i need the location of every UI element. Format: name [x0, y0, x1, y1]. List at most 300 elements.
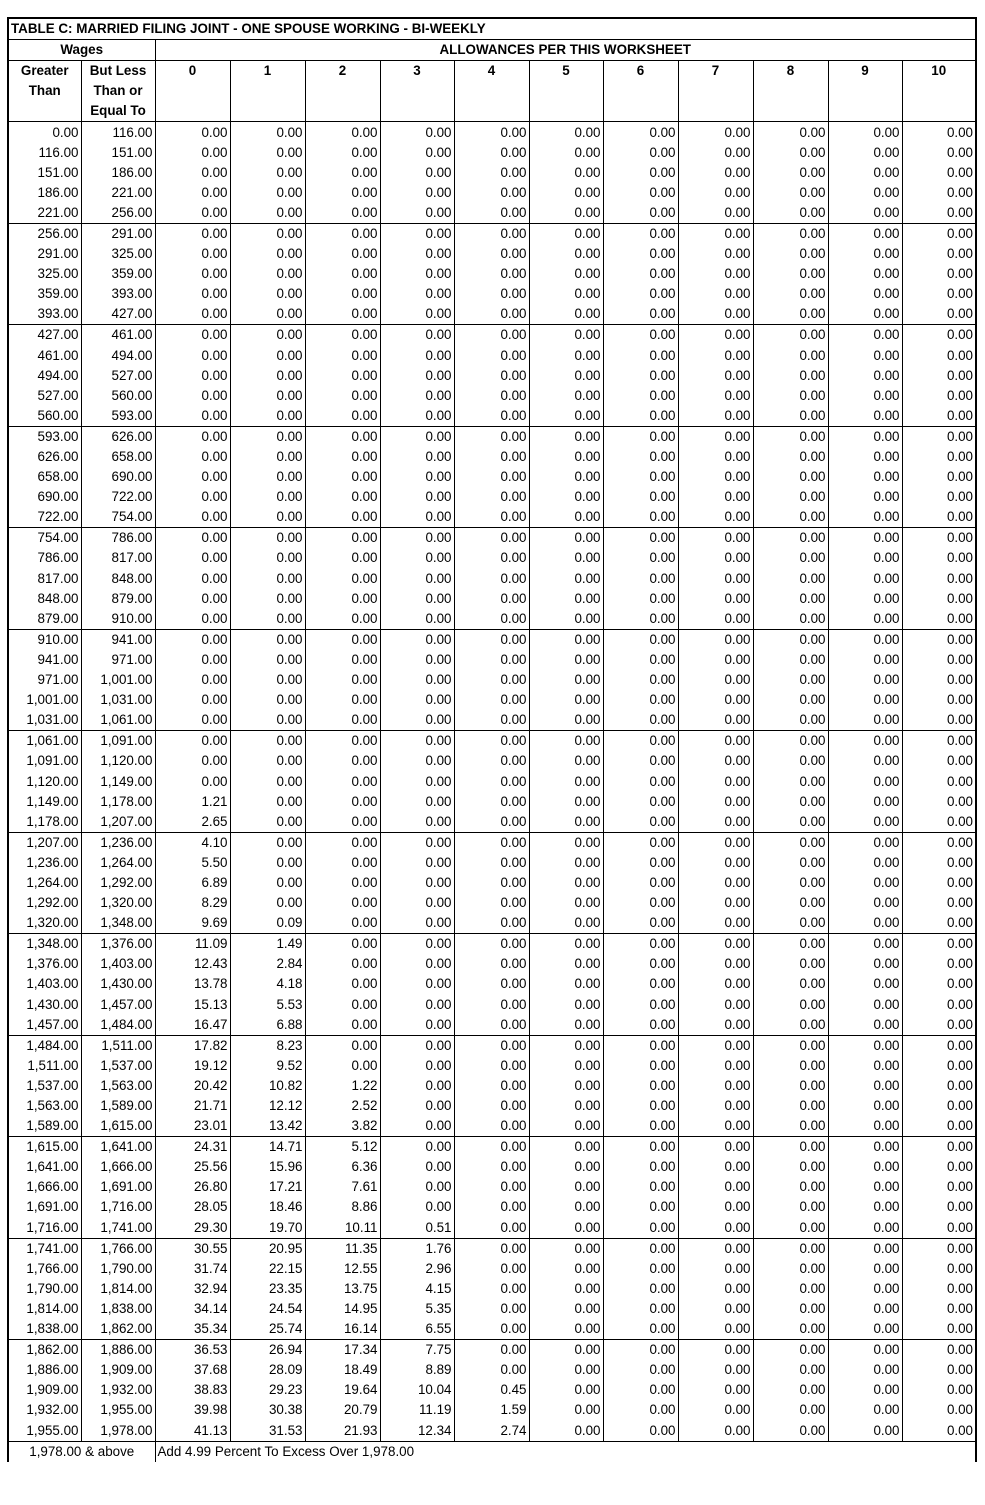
allowance-3-cell: 0.00 [380, 143, 454, 163]
allowance-9-cell: 0.00 [828, 284, 902, 304]
allowance-2-cell: 0.00 [305, 203, 380, 224]
wages-but-less-cell: 1,666.00 [81, 1157, 155, 1177]
allowance-8-cell: 0.00 [753, 1197, 828, 1217]
allowance-10-cell: 0.00 [902, 143, 976, 163]
allowance-8-cell: 0.00 [753, 507, 828, 528]
allowance-10-cell: 0.00 [902, 670, 976, 690]
allowance-9-cell: 0.00 [828, 710, 902, 731]
allowance-4-cell: 0.00 [454, 426, 529, 447]
allowance-5-cell: 0.00 [529, 1279, 603, 1299]
allowance-1-cell: 23.35 [230, 1279, 305, 1299]
allowance-3-cell: 0.00 [380, 244, 454, 264]
wages-greater-than-cell: 1,932.00 [8, 1400, 81, 1420]
allowance-0-cell: 15.13 [155, 995, 230, 1015]
allowance-1-cell: 14.71 [230, 1137, 305, 1158]
allowance-3-cell: 0.00 [380, 873, 454, 893]
table-row [8, 223, 976, 244]
allowance-8-cell: 0.00 [753, 548, 828, 568]
wages-but-less-cell: 1,320.00 [81, 893, 155, 913]
allowance-5-cell: 0.00 [529, 954, 603, 974]
wages-but-less-cell: 1,264.00 [81, 853, 155, 873]
allowance-6-cell: 0.00 [603, 569, 678, 589]
allowance-8-cell: 0.00 [753, 629, 828, 650]
allowance-0-cell: 12.43 [155, 954, 230, 974]
wages-but-less-cell: 1,886.00 [81, 1340, 155, 1361]
allowance-8-cell: 0.00 [753, 751, 828, 771]
allowance-4-cell: 0.00 [454, 304, 529, 325]
allowance-9-cell: 0.00 [828, 1076, 902, 1096]
allowance-3-cell: 8.89 [380, 1360, 454, 1380]
allowance-2-cell: 20.79 [305, 1400, 380, 1420]
allowance-6-cell: 0.00 [603, 1360, 678, 1380]
allowance-2-cell: 3.82 [305, 1116, 380, 1137]
allowance-5-cell: 0.00 [529, 366, 603, 386]
allowance-3-cell: 0.00 [380, 670, 454, 690]
wages-but-less-cell: 1,091.00 [81, 731, 155, 752]
allowance-0-cell: 38.83 [155, 1380, 230, 1400]
allowance-6-cell: 0.00 [603, 1259, 678, 1279]
allowance-2-cell: 0.00 [305, 670, 380, 690]
allowance-10-cell: 0.00 [902, 1035, 976, 1056]
allowance-1-cell: 15.96 [230, 1157, 305, 1177]
allowance-3-cell: 0.00 [380, 163, 454, 183]
allowance-7-header: 7 [678, 61, 753, 82]
allowance-0-cell: 19.12 [155, 1056, 230, 1076]
table-row [8, 1279, 976, 1299]
allowance-8-cell: 0.00 [753, 1137, 828, 1158]
table-row [8, 1259, 976, 1279]
allowance-10-cell: 0.00 [902, 1197, 976, 1217]
allowance-7-cell: 0.00 [678, 812, 753, 833]
allowance-9-cell: 0.00 [828, 650, 902, 670]
allowance-0-cell: 41.13 [155, 1420, 230, 1441]
allowance-4-cell: 0.00 [454, 1157, 529, 1177]
allowance-3-cell: 0.00 [380, 284, 454, 304]
allowance-3-cell: 0.00 [380, 122, 454, 143]
table-row [8, 609, 976, 630]
wages-but-less-cell: 1,589.00 [81, 1096, 155, 1116]
allowance-9-cell: 0.00 [828, 487, 902, 507]
allowance-10-cell: 0.00 [902, 690, 976, 710]
allowance-3-cell: 0.00 [380, 629, 454, 650]
allowance-1-cell: 0.00 [230, 325, 305, 346]
allowance-3-cell: 0.00 [380, 609, 454, 630]
allowance-10-cell: 0.00 [902, 507, 976, 528]
allowance-2-cell: 0.00 [305, 569, 380, 589]
allowance-8-header: 8 [753, 61, 828, 82]
allowance-0-cell: 9.69 [155, 913, 230, 934]
wages-but-less-cell: 221.00 [81, 183, 155, 203]
allowance-3-cell: 0.00 [380, 569, 454, 589]
allowance-1-cell: 0.00 [230, 487, 305, 507]
allowance-1-cell: 19.70 [230, 1218, 305, 1239]
allowance-5-header: 5 [529, 61, 603, 82]
wages-greater-than-cell: 1,589.00 [8, 1116, 81, 1137]
allowance-1-cell: 0.00 [230, 670, 305, 690]
allowance-9-cell: 0.00 [828, 447, 902, 467]
allowance-8-cell: 0.00 [753, 467, 828, 487]
wages-greater-than-cell: 1,814.00 [8, 1299, 81, 1319]
wages-but-less-cell: 461.00 [81, 325, 155, 346]
wages-but-less-cell: 1,376.00 [81, 934, 155, 955]
allowance-1-cell: 0.00 [230, 832, 305, 853]
allowance-0-cell: 5.50 [155, 853, 230, 873]
allowance-6-cell: 0.00 [603, 1319, 678, 1340]
withholding-table-sheet [7, 17, 977, 1462]
allowance-6-cell: 0.00 [603, 346, 678, 366]
allowance-9-cell: 0.00 [828, 629, 902, 650]
allowance-3-cell: 0.00 [380, 487, 454, 507]
allowance-4-cell: 0.00 [454, 507, 529, 528]
allowance-5-cell: 0.00 [529, 203, 603, 224]
allowance-2-cell: 0.00 [305, 731, 380, 752]
allowance-5-cell: 0.00 [529, 346, 603, 366]
wages-greater-than-cell: 1,766.00 [8, 1259, 81, 1279]
wages-but-less-cell: 941.00 [81, 629, 155, 650]
allowance-4-cell: 0.00 [454, 366, 529, 386]
allowance-2-cell: 0.00 [305, 346, 380, 366]
allowance-2-cell: 0.00 [305, 487, 380, 507]
allowance-10-cell: 0.00 [902, 710, 976, 731]
table-row [8, 386, 976, 406]
allowance-1-cell: 13.42 [230, 1116, 305, 1137]
allowance-10-cell: 0.00 [902, 751, 976, 771]
allowance-10-cell: 0.00 [902, 1096, 976, 1116]
table-row [8, 670, 976, 690]
allowance-4-cell: 0.45 [454, 1380, 529, 1400]
column-header-row-1 [8, 61, 976, 82]
allowance-2-cell: 0.00 [305, 284, 380, 304]
column-header-row-2 [8, 81, 976, 101]
allowance-2-cell: 0.00 [305, 143, 380, 163]
allowance-5-cell: 0.00 [529, 1238, 603, 1259]
allowance-3-cell: 0.00 [380, 792, 454, 812]
allowance-7-cell: 0.00 [678, 487, 753, 507]
allowance-4-cell: 0.00 [454, 447, 529, 467]
allowance-9-cell: 0.00 [828, 832, 902, 853]
allowance-2-cell: 0.00 [305, 893, 380, 913]
wages-greater-than-cell: 1,178.00 [8, 812, 81, 833]
allowance-1-cell: 0.00 [230, 244, 305, 264]
allowance-10-cell: 0.00 [902, 163, 976, 183]
allowance-6-cell: 0.00 [603, 710, 678, 731]
allowance-2-cell: 18.49 [305, 1360, 380, 1380]
allowance-5-cell: 0.00 [529, 629, 603, 650]
allowance-0-cell: 4.10 [155, 832, 230, 853]
column-header-row-3 [8, 101, 976, 122]
allowance-4-cell: 0.00 [454, 792, 529, 812]
allowance-4-cell: 0.00 [454, 1218, 529, 1239]
allowance-9-cell: 0.00 [828, 143, 902, 163]
allowance-6-cell: 0.00 [603, 1400, 678, 1420]
wages-but-less-cell: 560.00 [81, 386, 155, 406]
wages-but-less-cell: 848.00 [81, 569, 155, 589]
allowance-10-cell: 0.00 [902, 1279, 976, 1299]
allowance-10-cell: 0.00 [902, 1238, 976, 1259]
allowance-2-cell: 0.00 [305, 447, 380, 467]
table-row [8, 1400, 976, 1420]
allowance-10-cell: 0.00 [902, 366, 976, 386]
allowance-0-cell: 0.00 [155, 731, 230, 752]
allowance-6-cell: 0.00 [603, 609, 678, 630]
allowance-8-cell: 0.00 [753, 386, 828, 406]
wages-greater-than-cell: 0.00 [8, 122, 81, 143]
wages-header: Wages [8, 40, 155, 61]
allowance-3-cell: 0.00 [380, 974, 454, 994]
allowance-5-cell: 0.00 [529, 1157, 603, 1177]
wages-greater-than-cell: 1,909.00 [8, 1380, 81, 1400]
allowance-6-cell: 0.00 [603, 934, 678, 955]
allowance-7-cell: 0.00 [678, 406, 753, 427]
table-row [8, 1340, 976, 1361]
allowance-8-cell: 0.00 [753, 325, 828, 346]
allowance-6-cell: 0.00 [603, 163, 678, 183]
allowance-1-cell: 0.00 [230, 143, 305, 163]
allowance-0-cell: 8.29 [155, 893, 230, 913]
table-row [8, 1299, 976, 1319]
allowance-0-cell: 0.00 [155, 426, 230, 447]
wages-but-less-cell: 722.00 [81, 487, 155, 507]
wages-but-less-cell: 1,149.00 [81, 771, 155, 791]
table-row [8, 812, 976, 833]
allowance-7-cell: 0.00 [678, 122, 753, 143]
wages-greater-than-cell: 151.00 [8, 163, 81, 183]
allowance-0-cell: 0.00 [155, 609, 230, 630]
allowance-4-cell: 0.00 [454, 467, 529, 487]
allowance-6-cell: 0.00 [603, 650, 678, 670]
table-row [8, 913, 976, 934]
allowance-4-cell: 0.00 [454, 751, 529, 771]
allowance-5-cell: 0.00 [529, 1360, 603, 1380]
allowance-10-cell: 0.00 [902, 1299, 976, 1319]
allowance-2-cell: 0.00 [305, 528, 380, 549]
wages-but-less-cell: 1,236.00 [81, 832, 155, 853]
allowance-8-cell: 0.00 [753, 284, 828, 304]
allowance-6-cell: 0.00 [603, 467, 678, 487]
allowance-2-cell: 0.00 [305, 507, 380, 528]
allowance-2-cell: 0.00 [305, 163, 380, 183]
wages-but-less-cell: 527.00 [81, 366, 155, 386]
allowance-9-cell: 0.00 [828, 1116, 902, 1137]
allowance-8-cell: 0.00 [753, 913, 828, 934]
allowance-6-cell: 0.00 [603, 873, 678, 893]
allowance-9-cell: 0.00 [828, 1157, 902, 1177]
allowance-7-cell: 0.00 [678, 893, 753, 913]
allowance-7-cell: 0.00 [678, 548, 753, 568]
allowance-1-cell: 0.00 [230, 873, 305, 893]
allowance-5-cell: 0.00 [529, 853, 603, 873]
allowance-1-cell: 0.00 [230, 426, 305, 447]
allowance-7-cell: 0.00 [678, 528, 753, 549]
allowance-3-cell: 0.00 [380, 467, 454, 487]
table-row [8, 528, 976, 549]
allowance-0-cell: 26.80 [155, 1177, 230, 1197]
allowance-1-cell: 0.00 [230, 366, 305, 386]
table-row [8, 406, 976, 427]
table-row [8, 1096, 976, 1116]
allowance-0-cell: 20.42 [155, 1076, 230, 1096]
allowance-6-cell: 0.00 [603, 1056, 678, 1076]
allowance-8-cell: 0.00 [753, 1015, 828, 1036]
wages-greater-than-cell: 1,511.00 [8, 1056, 81, 1076]
allowance-1-cell: 31.53 [230, 1420, 305, 1441]
allowance-7-cell: 0.00 [678, 1177, 753, 1197]
allowance-1-header: 1 [230, 61, 305, 82]
allowance-1-cell: 0.00 [230, 589, 305, 609]
allowance-6-cell: 0.00 [603, 1096, 678, 1116]
wages-but-less-cell: 256.00 [81, 203, 155, 224]
allowance-7-cell: 0.00 [678, 1279, 753, 1299]
allowance-10-cell: 0.00 [902, 1137, 976, 1158]
allowance-1-cell: 12.12 [230, 1096, 305, 1116]
wages-greater-than-cell: 658.00 [8, 467, 81, 487]
allowance-4-cell: 0.00 [454, 487, 529, 507]
allowance-10-cell: 0.00 [902, 1218, 976, 1239]
allowance-6-cell: 0.00 [603, 1177, 678, 1197]
table-row [8, 832, 976, 853]
wages-but-less-cell: 1,563.00 [81, 1076, 155, 1096]
wages-but-less-cell: 1,292.00 [81, 873, 155, 893]
wages-but-less-cell: 593.00 [81, 406, 155, 427]
allowance-1-cell: 0.00 [230, 792, 305, 812]
allowance-1-cell: 22.15 [230, 1259, 305, 1279]
wages-but-less-cell: 1,978.00 [81, 1420, 155, 1441]
allowance-1-cell: 0.00 [230, 893, 305, 913]
allowance-5-cell: 0.00 [529, 670, 603, 690]
allowance-4-cell: 0.00 [454, 589, 529, 609]
allowance-2-cell: 0.00 [305, 183, 380, 203]
allowance-1-cell: 28.09 [230, 1360, 305, 1380]
table-row [8, 163, 976, 183]
wages-but-less-cell: 1,031.00 [81, 690, 155, 710]
allowance-4-cell: 0.00 [454, 1319, 529, 1340]
allowance-8-cell: 0.00 [753, 731, 828, 752]
allowance-6-cell: 0.00 [603, 913, 678, 934]
allowance-8-cell: 0.00 [753, 710, 828, 731]
table-row [8, 346, 976, 366]
allowance-3-cell: 0.00 [380, 690, 454, 710]
allowance-10-cell: 0.00 [902, 954, 976, 974]
allowance-2-cell: 0.00 [305, 974, 380, 994]
allowance-0-cell: 0.00 [155, 325, 230, 346]
allowance-0-cell: 21.71 [155, 1096, 230, 1116]
allowance-0-cell: 31.74 [155, 1259, 230, 1279]
allowance-9-cell: 0.00 [828, 1340, 902, 1361]
allowance-7-cell: 0.00 [678, 244, 753, 264]
allowance-8-cell: 0.00 [753, 406, 828, 427]
allowance-8-cell: 0.00 [753, 304, 828, 325]
allowance-9-cell: 0.00 [828, 812, 902, 833]
allowance-2-cell: 7.61 [305, 1177, 380, 1197]
allowance-6-cell: 0.00 [603, 1015, 678, 1036]
allowance-6-cell: 0.00 [603, 995, 678, 1015]
allowance-5-cell: 0.00 [529, 386, 603, 406]
allowance-3-cell: 0.00 [380, 528, 454, 549]
table-row [8, 934, 976, 955]
allowance-0-cell: 29.30 [155, 1218, 230, 1239]
allowance-8-cell: 0.00 [753, 974, 828, 994]
allowance-6-cell: 0.00 [603, 690, 678, 710]
allowance-1-cell: 0.00 [230, 203, 305, 224]
allowance-0-cell: 0.00 [155, 143, 230, 163]
wages-but-less-cell: 1,641.00 [81, 1137, 155, 1158]
allowance-9-cell: 0.00 [828, 528, 902, 549]
allowance-3-cell: 0.00 [380, 853, 454, 873]
table-row [8, 629, 976, 650]
allowance-5-cell: 0.00 [529, 467, 603, 487]
allowance-8-cell: 0.00 [753, 1319, 828, 1340]
allowance-9-cell: 0.00 [828, 1015, 902, 1036]
allowance-10-cell: 0.00 [902, 346, 976, 366]
wages-but-less-cell: 1,766.00 [81, 1238, 155, 1259]
allowance-8-cell: 0.00 [753, 609, 828, 630]
allowance-4-cell: 0.00 [454, 812, 529, 833]
allowance-8-cell: 0.00 [753, 346, 828, 366]
table-row [8, 751, 976, 771]
allowance-2-cell: 0.00 [305, 873, 380, 893]
allowance-3-cell: 0.00 [380, 1116, 454, 1137]
allowance-2-cell: 0.00 [305, 304, 380, 325]
allowance-5-cell: 0.00 [529, 325, 603, 346]
allowance-9-cell: 0.00 [828, 203, 902, 224]
allowance-6-cell: 0.00 [603, 853, 678, 873]
allowance-8-cell: 0.00 [753, 569, 828, 589]
table-row [8, 183, 976, 203]
allowance-7-cell: 0.00 [678, 832, 753, 853]
allowance-2-cell: 0.00 [305, 386, 380, 406]
wages-but-less-cell: 1,457.00 [81, 995, 155, 1015]
allowance-4-cell: 0.00 [454, 1197, 529, 1217]
allowance-2-cell: 6.36 [305, 1157, 380, 1177]
allowance-9-cell: 0.00 [828, 974, 902, 994]
allowance-4-cell: 0.00 [454, 325, 529, 346]
allowance-4-cell: 0.00 [454, 223, 529, 244]
allowance-9-cell: 0.00 [828, 873, 902, 893]
table-row [8, 143, 976, 163]
allowance-9-cell: 0.00 [828, 1238, 902, 1259]
allowance-10-cell: 0.00 [902, 1380, 976, 1400]
allowance-7-cell: 0.00 [678, 1319, 753, 1340]
allowance-0-cell: 0.00 [155, 447, 230, 467]
allowance-6-cell: 0.00 [603, 629, 678, 650]
allowance-10-cell: 0.00 [902, 244, 976, 264]
wages-greater-than-cell: 1,149.00 [8, 792, 81, 812]
allowance-6-cell: 0.00 [603, 792, 678, 812]
table-row [8, 1137, 976, 1158]
allowance-3-cell: 0.00 [380, 183, 454, 203]
allowance-9-cell: 0.00 [828, 934, 902, 955]
allowance-9-cell: 0.00 [828, 426, 902, 447]
allowance-6-cell: 0.00 [603, 751, 678, 771]
allowance-1-cell: 9.52 [230, 1056, 305, 1076]
but-less-header-line3: Equal To [81, 101, 155, 122]
allowance-10-cell: 0.00 [902, 223, 976, 244]
allowance-10-cell: 0.00 [902, 467, 976, 487]
wages-but-less-cell: 1,615.00 [81, 1116, 155, 1137]
allowance-2-cell: 0.00 [305, 1056, 380, 1076]
allowance-2-cell: 0.00 [305, 467, 380, 487]
allowance-8-cell: 0.00 [753, 1279, 828, 1299]
wages-greater-than-cell: 1,403.00 [8, 974, 81, 994]
allowance-4-cell: 0.00 [454, 203, 529, 224]
footer-range: 1,978.00 & above [8, 1441, 155, 1462]
allowance-4-cell: 0.00 [454, 710, 529, 731]
table-row [8, 325, 976, 346]
wages-but-less-cell: 1,207.00 [81, 812, 155, 833]
but-less-header-line2: Than or [81, 81, 155, 101]
allowance-4-cell: 0.00 [454, 1340, 529, 1361]
allowance-3-cell: 0.00 [380, 548, 454, 568]
